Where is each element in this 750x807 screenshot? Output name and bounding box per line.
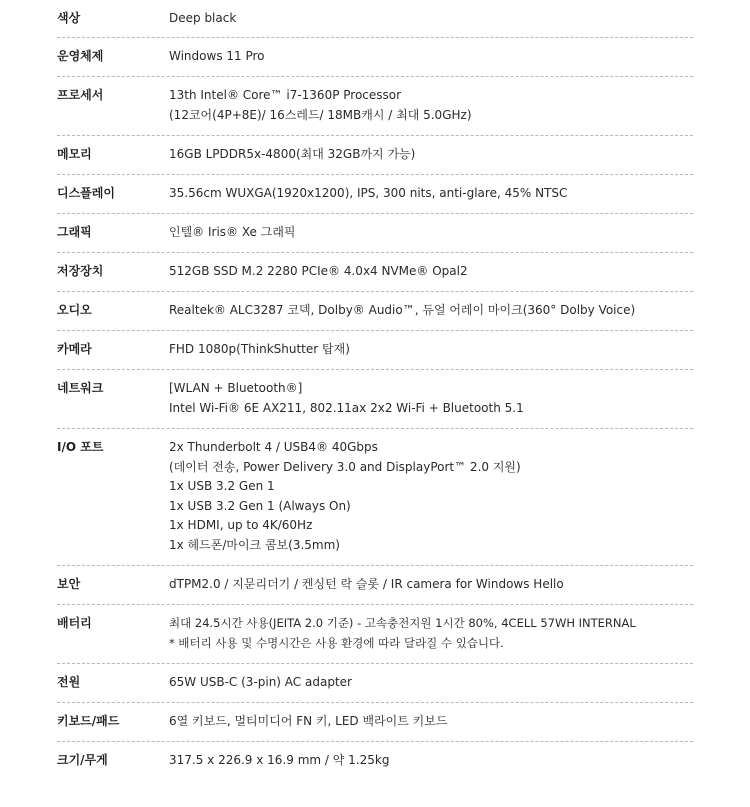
spec-values [169,301,693,321]
spec-value-line: dTPM2.0 / 지문리더기 / 켄싱턴 락 슬롯 / IR camera for Windows Hello [169,577,564,591]
spec-label: 보안 [57,577,81,591]
spec-row-keyboard [57,703,693,742]
spec-value-line: 13th Intel® Core™ i7-1360P Processor [169,88,402,102]
spec-values [169,438,693,556]
spec-row-audio [57,292,693,331]
spec-label: 크기/무게 [57,753,108,767]
spec-label: I/O 포트 [57,440,104,454]
spec-values [169,751,693,771]
spec-values [169,712,693,732]
spec-row-memory [57,136,693,175]
spec-value-line: 35.56cm WUXGA(1920x1200), IPS, 300 nits, anti-glare, 45% NTSC [169,186,568,200]
spec-value-line: FHD 1080p(ThinkShutter 탑재) [169,342,350,356]
spec-row-battery [57,605,693,664]
spec-value-line: * 배터리 사용 및 수명시간은 사용 환경에 따라 달라질 수 있습니다. [169,635,504,650]
spec-value-line: (데이터 전송, Power Delivery 3.0 and DisplayPort™ 2.0 지원) [169,459,521,474]
spec-label: 오디오 [57,303,92,317]
spec-value-line: 인텔® Iris® Xe 그래픽 [169,225,296,239]
spec-value-line: Intel Wi-Fi® 6E AX211, 802.11ax 2x2 Wi-Fi + Bluetooth 5.1 [169,400,524,415]
spec-label: 네트워크 [57,381,104,395]
spec-value-line: [WLAN + Bluetooth®] [169,381,303,395]
spec-values [169,47,693,67]
spec-row-network [57,370,693,429]
spec-label: 키보드/패드 [57,714,120,728]
spec-table [57,0,693,781]
spec-row-graphics [57,214,693,253]
spec-values [169,184,693,204]
spec-row-processor [57,77,693,136]
spec-values [169,86,693,125]
spec-values [169,379,693,418]
spec-row-storage [57,253,693,292]
spec-label: 저장장치 [57,264,104,278]
spec-value-line: 65W USB-C (3-pin) AC adapter [169,675,352,689]
spec-value-line: 1x 헤드폰/마이크 콤보(3.5mm) [169,537,340,552]
spec-value-line: 최대 24.5시간 사용(JEITA 2.0 기준) - 고속충전지원 1시간 80%, 4CELL 57WH INTERNAL [169,616,636,630]
spec-row-os [57,38,693,77]
spec-label: 디스플레이 [57,186,115,200]
spec-row-size-weight [57,742,693,781]
spec-row-display [57,175,693,214]
spec-row-color [57,0,693,38]
spec-label: 전원 [57,675,81,689]
spec-label: 운영체제 [57,49,104,63]
spec-value-line: 1x HDMI, up to 4K/60Hz [169,518,313,533]
spec-values [169,262,693,282]
spec-values [169,340,693,360]
spec-values [169,614,693,653]
spec-row-power [57,664,693,703]
spec-label: 카메라 [57,342,92,356]
spec-row-io-ports [57,429,693,566]
spec-values [169,9,693,29]
spec-value-line: 6열 키보드, 멀티미디어 FN 키, LED 백라이트 키보드 [169,714,448,728]
spec-values [169,223,693,243]
spec-value-line: 317.5 x 226.9 x 16.9 mm / 약 1.25kg [169,753,390,767]
spec-row-security [57,566,693,605]
spec-value-line: (12코어(4P+8E)/ 16스레드/ 18MB캐시 / 최대 5.0GHz) [169,107,472,122]
spec-label: 배터리 [57,616,92,630]
spec-value-line: 1x USB 3.2 Gen 1 (Always On) [169,498,351,513]
spec-value-line: Realtek® ALC3287 코덱, Dolby® Audio™, 듀얼 어레이 마이크(360° Dolby Voice) [169,303,636,317]
spec-label: 색상 [57,11,81,25]
spec-value-line: 16GB LPDDR5x-4800(최대 32GB까지 가능) [169,147,416,161]
spec-value-line: Deep black [169,11,237,25]
spec-value-line: 2x Thunderbolt 4 / USB4® 40Gbps [169,440,378,454]
spec-label: 메모리 [57,147,92,161]
spec-value-line: 1x USB 3.2 Gen 1 [169,479,275,494]
spec-values [169,145,693,165]
spec-row-camera [57,331,693,370]
spec-values [169,673,693,693]
spec-label: 그래픽 [57,225,92,239]
spec-label: 프로세서 [57,88,104,102]
spec-value-line: Windows 11 Pro [169,49,265,63]
spec-value-line: 512GB SSD M.2 2280 PCIe® 4.0x4 NVMe® Opal2 [169,264,468,278]
spec-values [169,575,693,595]
